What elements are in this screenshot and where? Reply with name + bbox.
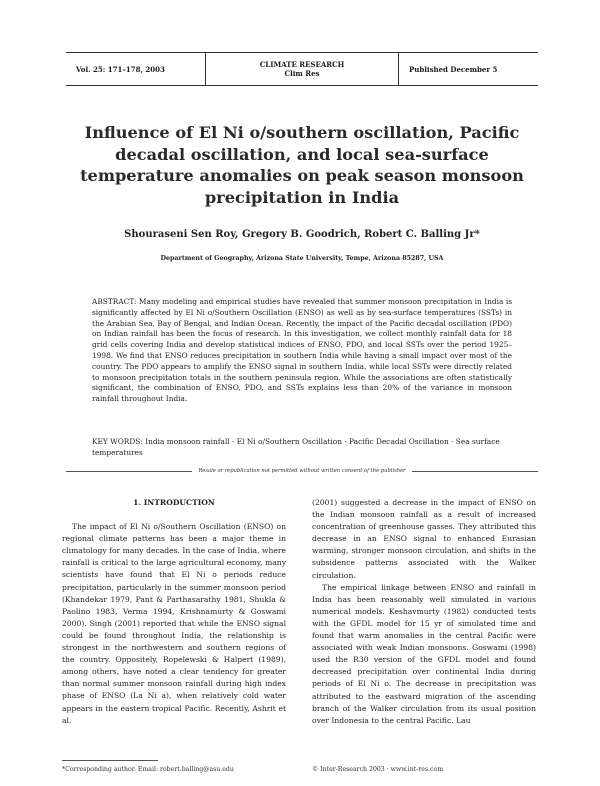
journal-name: CLIMATE RESEARCH [259, 60, 345, 69]
keywords: KEY WORDS: India monsoon rainfall · El Ni o/Southern Oscillation · Pacific Decadal Oscillation · Sea surface temperatures [92, 437, 500, 457]
journal-header [66, 52, 538, 86]
body-paragraph: (2001) suggested a decrease in the impact of ENSO on the Indian monsoon rainfall as a result of increased concentration of greenhouse gasses. They attributed this decrease in an ENSO signal to enhanced Eurasian warming, stronger monsoon circulation, and shifts in the subsidence patterns associated with the Walker circulation. [312, 498, 536, 580]
body-paragraph: The impact of El Ni o/Southern Oscillation (ENSO) on regional climate patterns has been a major theme in climatology for many decades. In the case of India, where rainfall is critical to the large agricultural economy, many scientists have found that El Ni o periods reduce precipitation, particularly in the summer monsoon period (Khandekar 1979, Pant & Parthasarathy 1981, Shukla & Paolino 1983, Verma 1994, Krishnamurty & Goswami 2000). Singh (2001) reported that while the ENSO signal could be found throughout India, the relationship is strongest in the northwestern and southern regions of the country. Oppositely, Ropelewski & Halpert (1989), among others, have noted a clear tendency for greater than normal summer monsoon rainfall during high index phase of ENSO (La Ni a), when relatively cold water appears in the eastern tropical Pacific. Recently, Ashrit et al. [62, 522, 286, 725]
republication-notice-rule [66, 466, 538, 476]
paper-title: Influence of El Ni o/southern oscillation, Pacific decadal oscillation, and local sea-surface temperature anomalies on peak season monsoon precipitation in India [80, 123, 524, 207]
journal-abbrev: Clim Res [284, 69, 320, 78]
divider-right [412, 471, 538, 472]
volume-info: Vol. 25: 171–178, 2003 [66, 53, 206, 85]
divider-left [66, 471, 192, 472]
affiliation: Department of Geography, Arizona State University, Tempe, Arizona 85287, USA [160, 255, 444, 262]
copyright-line: © Inter-Research 2003 · www.int-res.com [312, 766, 444, 773]
publication-date: Published December 5 [398, 53, 538, 85]
abstract: ABSTRACT: Many modeling and empirical studies have revealed that summer monsoon precipitation in India is significantly affected by El Ni o/Southern Oscillation (ENSO) as well as by sea-surface temperatures (SSTs) in the Arabian Sea, Bay of Bengal, and Indian Ocean. Recently, the impact of the Pacific decadal oscillation (PDO) on Indian rainfall has been the focus of research. In this investigation, we collect monthly rainfall data for 18 grid cells covering India and develop statistical indices of ENSO, PDO, and local SSTs over the period 1925–1998. We find that ENSO reduces precipitation in southern India while having a small impact over most of the country. The PDO appears to amplify the ENSO signal in southern India, while local SSTs were directly related to monsoon precipitation totals in the southern peninsula region. While the associations are often statistically significant, the combination of ENSO, PDO, and SSTs explains less than 20% of the variance in monsoon rainfall throughout India. [92, 297, 512, 404]
journal-name-block [206, 53, 398, 85]
right-column [312, 497, 536, 727]
corresponding-author-footnote: *Corresponding author. Email: robert.balling@asu.edu [62, 766, 234, 773]
left-column [62, 497, 286, 727]
republication-notice: Resale or republication not permitted without written consent of the publisher [198, 468, 406, 474]
section-heading-introduction: 1. INTRODUCTION [133, 498, 215, 507]
footnote-divider [62, 760, 158, 761]
authors: Shouraseni Sen Roy, Gregory B. Goodrich, Robert C. Balling Jr* [124, 229, 480, 240]
body-paragraph: The empirical linkage between ENSO and rainfall in India has been reasonably well simulated in various numerical models. Keshavmurty (1982) conducted tests with the GFDL model for 15 yr of simulated time and found that warm anomalies in the central Pacific were associated with weak Indian monsoons. Goswami (1998) used the R30 version of the GFDL model and found decreased precipitation over continental India during periods of El Ni o. The decrease in precipitation was attributed to the eastward migration of the ascending branch of the Walker circulation from its usual position over Indonesia to the central Pacific. Lau [312, 582, 536, 725]
